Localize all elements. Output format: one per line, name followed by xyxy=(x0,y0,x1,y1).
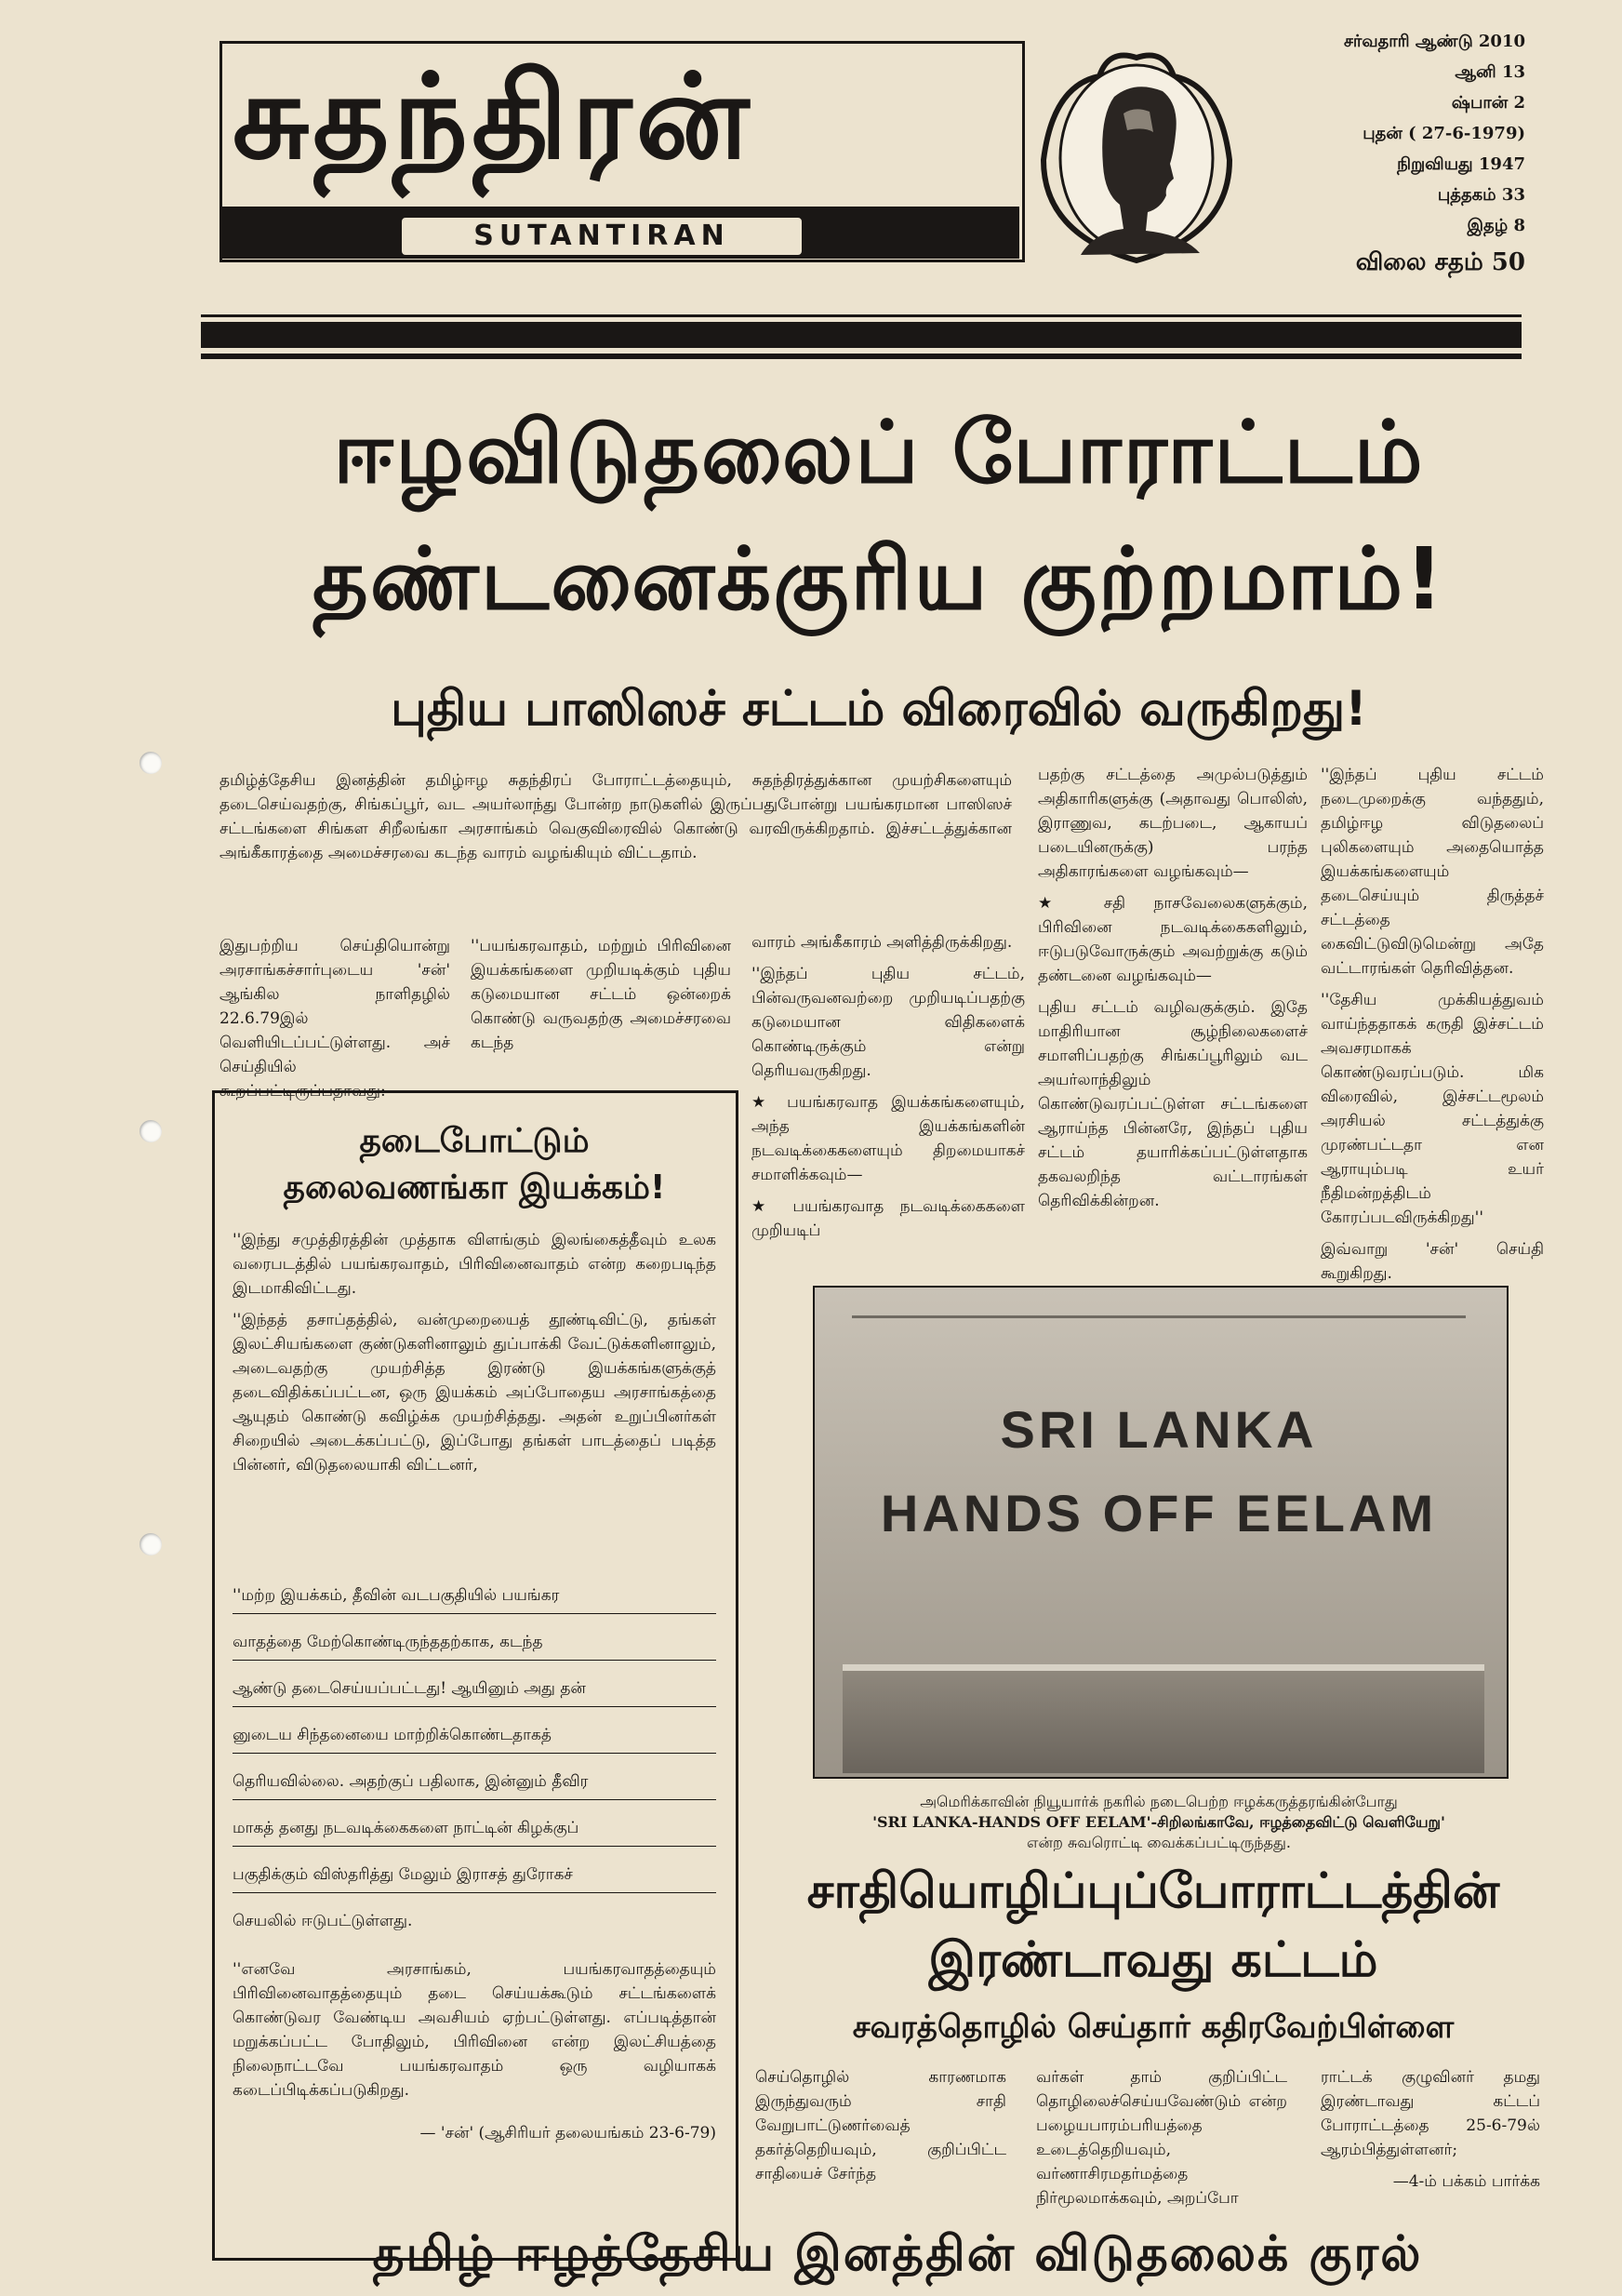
ruled-line xyxy=(233,1706,716,1707)
headline-line-1: ஈழவிடுதலைப் போராட்டம் xyxy=(333,403,1425,502)
lead-col3-p1: வாரம் அங்கீகாரம் அளித்திருக்கிறது. xyxy=(751,933,1013,952)
lead-intro xyxy=(219,768,1012,873)
lead-col3-p3: ★ பயங்கரவாத இயக்கங்களையும், அந்த இயக்கங்களின் நடவடிக்கைகளையும் திறமையாகச் சமாளிக்கவும்— xyxy=(751,1090,1025,1187)
second-story-subtitle: சவரத்தொழில் செய்தார் கதிரவேற்பிள்ளை xyxy=(852,2009,1455,2046)
sidebar-line: மாகத் தனது நடவடிக்கைகளை நாட்டின் கிழக்குப் xyxy=(233,1819,579,1837)
punch-hole xyxy=(140,1533,162,1555)
ruled-line xyxy=(233,1660,716,1661)
lead-column-3 xyxy=(751,930,1025,1250)
second-col2-text: வர்கள் தாம் குறிப்பிட்ட தொழிலைச்செய்யவேண்டும் என்ற பழையபாரம்பரியத்தை உடைத்தெறியவும், வர்ணாசிரமதர்மத்தை நிர்மூலமாக்கவும், அறப்போ xyxy=(1036,2068,1287,2208)
second-story-title-2: இரண்டாவது கட்டம் xyxy=(928,1932,1378,1988)
sidebar-line: ''மற்ற இயக்கம், தீவின் வடபகுதியில் பயங்கர xyxy=(233,1586,560,1605)
issue-details xyxy=(1274,26,1525,280)
second-col3-text: ராட்டக் குழுவினர் தமது இரண்டாவது கட்டப் போராட்டத்தை 25-6-79ல் ஆரம்பித்துள்ளனர்; xyxy=(1321,2068,1540,2159)
sidebar-line: னுடைய சிந்தனையை மாற்றிக்கொண்டதாகத் xyxy=(233,1726,552,1744)
subheadline: புதிய பாஸிஸச் சட்டம் விரைவில் வருகிறது! xyxy=(391,681,1367,737)
issue-date: புதன் ( 27-6-1979) xyxy=(1363,124,1525,143)
photo-sign-line-1: SRI LANKA xyxy=(1000,1400,1318,1459)
issue-number: இதழ் 8 xyxy=(1467,216,1525,235)
photo-base xyxy=(843,1671,1484,1773)
second-col1-text: செய்தொழில் காரணமாக இருந்துவரும் சாதி வேறுபாட்டுணர்வைத் தகர்த்தெறியவும், குறிப்பிட்ட சாதியைச் சேர்ந்த xyxy=(755,2068,1006,2183)
sidebar-line: செயலில் ஈடுபட்டுள்ளது. xyxy=(233,1912,413,1930)
lead-col2-text: ''பயங்கரவாதம், மற்றும் பிரிவினை இயக்கங்களை முறியடிக்கும் புதிய கடுமையான சட்டம் ஒன்றைக் கொண்டு வருவதற்கு அமைச்சரவை கடந்த xyxy=(471,937,731,1052)
sidebar-source: — 'சன்' (ஆசிரியர் தலையங்கம் 23-6-79) xyxy=(419,2124,716,2142)
issue-founded: நிறுவியது 1947 xyxy=(1397,154,1525,174)
footer-slogan: தமிழ் ஈழத்தேசிய இனத்தின் விடுதலைக் குரல் xyxy=(372,2226,1423,2282)
lead-col3-p4: ★ பயங்கரவாத நடவடிக்கைகளை முறியடிப் xyxy=(751,1195,1025,1243)
ruled-line xyxy=(233,1892,716,1893)
lead-col5-p2: ''தேசிய முக்கியத்துவம் வாய்ந்ததாகக் கருதி இச்சட்டம் அவசரமாகக் கொண்டுவரப்படும். மிக விரைவில், இச்சட்டமூலம் அரசியல் சட்டத்துக்கு முரண்பட்டதா என ஆராயும்படி உயர் நீதிமன்றத்திடம் கோரப்படவிருக்கிறது'' xyxy=(1321,991,1544,1227)
issue-month: ஆனி 13 xyxy=(1455,62,1525,82)
headline-line-2: தண்டனைக்குரிய குற்றமாம்! xyxy=(312,529,1446,629)
photo-caption-line-3: என்ற சுவரொட்டி வைக்கப்பட்டிருந்தது. xyxy=(1026,1834,1292,1851)
lead-column-1 xyxy=(219,934,450,1111)
sidebar-p3: ''எனவே அரசாங்கம், பயங்கரவாதத்தையும் பிரிவினைவாதத்தையும் தடை செய்யக்கூடும் சட்டங்களைக் கொண்டுவர வேண்டிய அவசியம் ஏற்பட்டுள்ளது. எப்படித்தான் மறுக்கப்பட்ட போதிலும், பிரிவினை என்ற இலட்சியத்தை நிலைநாட்டவே பயங்கரவாதம் ஒரு வழியாகக் கடைப்பிடிக்கப்படுகிறது. xyxy=(233,1960,716,2100)
sidebar-line: தெரியவில்லை. அதற்குப் பதிலாக, இன்னும் தீவிர xyxy=(233,1772,589,1791)
punch-hole xyxy=(140,1120,162,1142)
issue-volume: புத்தகம் 33 xyxy=(1437,185,1525,205)
sidebar-line: வாதத்தை மேற்கொண்டிருந்ததற்காக, கடந்த xyxy=(233,1633,543,1651)
sidebar-closing xyxy=(233,1957,716,2153)
continued-note: —4-ம் பக்கம் பார்க்க xyxy=(1392,2172,1540,2191)
sidebar-story-title xyxy=(223,1118,725,1211)
punch-hole xyxy=(140,752,162,774)
photo-frame-line xyxy=(852,1315,1466,1318)
lead-col4-p2: ★ சதி நாசவேலைகளுக்கும், பிரிவினை நடவடிக்கைகளிலும், ஈடுபடுவோருக்கும் அவற்றுக்கு கடும் தண்டனை வழங்கவும்— xyxy=(1038,891,1308,988)
protest-photo xyxy=(813,1286,1509,1779)
lead-col1-text: இதுபற்றிய செய்தியொன்று அரசாங்கச்சார்புடைய 'சன்' ஆங்கில நாளிதழில் 22.6.79இல் வெளியிடப்பட்டுள்ளது. அச் செய்தியில் கூறப்பட்டிருப்பதாவது: xyxy=(219,937,450,1101)
second-story-column-3 xyxy=(1321,2065,1540,2201)
issue-year: சர்வதாரி ஆண்டு 2010 xyxy=(1343,32,1525,51)
lead-col5-p1: ''இந்தப் புதிய சட்டம் நடைமுறைக்கு வந்ததும், தமிழ்ஈழ விடுதலைப் புலிகளையும் அதையொத்த இயக்கங்களையும் தடைசெய்யும் திருத்தச் சட்டத்தை கைவிட்டுவிடுமென்று அதே வட்டாரங்கள் தெரிவித்தன. xyxy=(1321,766,1544,978)
sidebar-title-line-2: தலைவணங்கா இயக்கம்! xyxy=(283,1168,666,1207)
issue-hijri: ஷ்பான் 2 xyxy=(1451,93,1525,113)
lead-col4-p1: பதற்கு சட்டத்தை அமுல்படுத்தும் அதிகாரிகளுக்கு (அதாவது பொலிஸ், இராணுவ, கடற்படை, ஆகாயப் படையினருக்கு) பரந்த அதிகாரங்களை வழங்கவும்— xyxy=(1038,766,1308,881)
founder-portrait-emblem xyxy=(1034,48,1239,264)
sidebar-story-body xyxy=(233,1228,716,1485)
sidebar-line: ஆண்டு தடைசெய்யப்பட்டது! ஆயினும் அது தன் xyxy=(233,1679,586,1698)
ruled-line xyxy=(233,1753,716,1754)
ruled-line xyxy=(233,1846,716,1847)
divider-rule xyxy=(201,314,1522,317)
sidebar-p1: ''இந்து சமுத்திரத்தின் முத்தாக விளங்கும் இலங்கைத்தீவும் உலக வரைபடத்தில் பயங்கரவாதம், பிரிவினைவாதம் என்ற கறைபடிந்த இடமாகிவிட்டது. xyxy=(233,1231,716,1298)
lead-col3-p2: ''இந்தப் புதிய சட்டம், பின்வருவனவற்றை முறியடிப்பதற்கு கடுமையான விதிகளைக் கொண்டிருக்கும் என்று தெரியவருகிறது. xyxy=(751,965,1025,1080)
second-story-column-2 xyxy=(1036,2065,1287,2218)
photo-caption xyxy=(813,1792,1505,1853)
lead-column-5 xyxy=(1321,763,1544,1293)
photo-caption-line-1: அமெரிக்காவின் நியூயார்க் நகரில் நடைபெற்ற ஈழக்கருத்தரங்கின்போது xyxy=(920,1793,1398,1810)
second-story-title-1: சாதியொழிப்புப்போராட்டத்தின் xyxy=(806,1863,1500,1919)
lead-intro-text: தமிழ்த்தேசிய இனத்தின் தமிழ்ஈழ சுதந்திரப் போராட்டத்தையும், சுதந்திரத்துக்கான முயற்சிகளையும் தடைசெய்வதற்கு, சிங்கப்பூர், வட அயர்லாந்து போன்ற நாடுகளில் இருப்பதுபோன்று பயங்கரமான பாஸிஸச் சட்டங்களை சிங்கள சிறீலங்கா அரசாங்கம் வெகுவிரைவில் கொண்டு வரவிருக்கிறதாம். இச்சட்டத்துக்கான அங்கீகாரத்தை அமைச்சரவை கடந்த வாரம் வழங்கியும் விட்டதாம். xyxy=(219,771,1012,862)
sidebar-title-line-1: தடைபோட்டும் xyxy=(359,1122,590,1160)
lead-column-2 xyxy=(471,934,731,1062)
lead-col4-p3: புதிய சட்டம் வழிவகுக்கும். இதே மாதிரியான சூழ்நிலைகளைச் சமாளிப்பதற்கு சிங்கப்பூரிலும் வட அயர்லாந்திலும் கொண்டுவரப்பட்டுள்ள சட்டங்களை ஆராய்ந்த பின்னரே, இந்தப் புதிய சட்டம் தயாரிக்கப்பட்டுள்ளதாக தகவலறிந்த வட்டாரங்கள் தெரிவிக்கின்றன. xyxy=(1038,998,1308,1210)
second-story-column-1 xyxy=(755,2065,1006,2194)
lead-column-4 xyxy=(1038,763,1308,1221)
sidebar-line: பகுதிக்கும் விஸ்தரித்து மேலும் இராசத் துரோகச் xyxy=(233,1865,573,1884)
photo-sign-line-2: HANDS OFF EELAM xyxy=(880,1484,1438,1542)
ruled-line xyxy=(233,1799,716,1800)
masthead-subtitle: SUTANTIRAN xyxy=(400,216,804,257)
masthead-title: சுதந்திரன் xyxy=(233,48,753,185)
issue-price: விலை சதம் 50 xyxy=(1355,248,1525,276)
sidebar-ruled-lines xyxy=(233,1572,716,1944)
sidebar-p2: ''இந்தத் தசாப்தத்தில், வன்முறையைத் தூண்டிவிட்டு, தங்கள் இலட்சியங்களை குண்டுகளினாலும் துப்பாக்கி வேட்டுக்களினாலும், அடைவதற்கு முயற்சித்த இரண்டு இயக்கங்களுக்குத் தடைவிதிக்கப்பட்டன, ஒரு இயக்கம் அப்போதைய அரசாங்கத்தை ஆயுதம் கொண்டு கவிழ்க்க முயற்சித்தது. அதன் உறுப்பினர்கள் சிறையில் அடைக்கப்பட்டு, இப்போது தங்கள் பாடத்தைப் படித்த பின்னர், விடுதலையாகி விட்டனர், xyxy=(233,1311,716,1475)
photo-caption-line-2: 'SRI LANKA-HANDS OFF EELAM'-சிறிலங்காவே, ஈழத்தைவிட்டு வெளியேறு' xyxy=(872,1813,1445,1831)
divider-band xyxy=(201,322,1522,354)
lead-col5-p3: இவ்வாறு 'சன்' செய்தி கூறுகிறது. xyxy=(1321,1240,1544,1283)
ruled-line xyxy=(233,1613,716,1614)
